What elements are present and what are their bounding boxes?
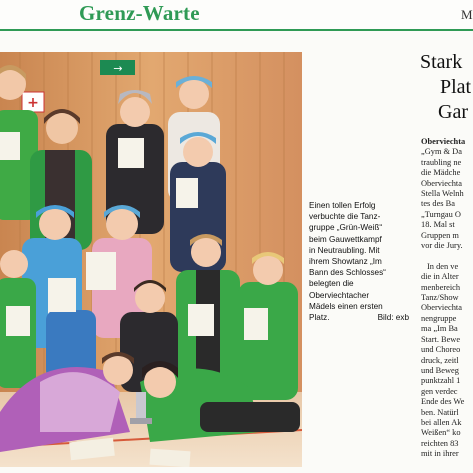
- caption-line: Platz.: [309, 313, 330, 323]
- photo-caption: [309, 200, 409, 323]
- svg-text:→: →: [113, 62, 123, 75]
- caption-line: Einen tollen Erfolg: [309, 201, 376, 210]
- newspaper-title: Grenz-Warte: [79, 1, 200, 25]
- article-line: Oberviechta: [421, 178, 462, 188]
- headline-line: Gar: [438, 101, 468, 123]
- article-line: traubling ne: [421, 157, 462, 167]
- article-line: punktzahl 1: [421, 376, 461, 386]
- article-line: bei allen Ak: [421, 417, 462, 427]
- article-line: Gruppen m: [421, 230, 459, 240]
- caption-line: Bann des Schlosses“: [309, 268, 386, 278]
- photo-credit: Bild: exb: [377, 313, 409, 323]
- article-line: „Gym & Da: [421, 147, 462, 157]
- article-line: In den ve: [427, 261, 459, 271]
- article-line: tes des Ba: [421, 199, 455, 209]
- article-line: 18. Mal st: [421, 220, 455, 230]
- caption-line: belegten die: [309, 279, 354, 289]
- article-line: Oberviechta: [421, 303, 462, 313]
- article-headline: [420, 50, 473, 125]
- svg-text:+: +: [27, 95, 39, 111]
- article-line: druck, zeitl: [421, 355, 459, 365]
- article-line: [421, 251, 473, 261]
- article-line: Oberviechta: [421, 137, 466, 146]
- article-line: mit in ihrer: [421, 449, 459, 459]
- article-line: „Turngau O: [421, 209, 461, 219]
- masthead-rule: [0, 29, 473, 31]
- caption-line: ihrem Showtanz „Im: [309, 257, 382, 267]
- article-line: ben. Natürl: [421, 407, 459, 417]
- article-line: ma „Im Ba: [421, 324, 458, 334]
- article-line: Tanz/Show: [421, 293, 459, 303]
- article-line: und Beweg: [421, 365, 459, 375]
- article-line: menbereich: [421, 282, 461, 292]
- exit-sign: [100, 60, 135, 75]
- caption-line: gruppe „Grün-Weiß“: [309, 223, 383, 233]
- article-line: nengruppe: [421, 313, 457, 323]
- article-line: die Mädche: [421, 168, 461, 178]
- article-body: [421, 137, 473, 460]
- article-line: Ende des We: [421, 397, 465, 407]
- article-line: reichten 83: [421, 438, 459, 448]
- caption-line: Oberviechtacher: [309, 290, 370, 300]
- caption-line: verbuchte die Tanz-: [309, 212, 381, 222]
- headline-line: Plat: [440, 76, 472, 98]
- article-line: Stella Welnh: [421, 189, 464, 199]
- caption-line: beim Gauwettkampf: [309, 234, 382, 244]
- masthead: [0, 0, 473, 30]
- first-aid-sign: [22, 92, 44, 112]
- article-line: und Choreo: [421, 345, 461, 355]
- article-line: vor die Jury.: [421, 241, 463, 251]
- headline-line: Stark: [420, 51, 463, 73]
- group-photo: [0, 52, 302, 467]
- article-line: die in Alter: [421, 272, 459, 282]
- caption-line: Mädels einen ersten: [309, 301, 383, 311]
- caption-line: in Neutraubling. Mit: [309, 245, 380, 255]
- article-line: Start. Bewe: [421, 334, 461, 344]
- article-line: gen verdec: [421, 386, 458, 396]
- masthead-fragment: M: [461, 7, 473, 22]
- article-line: Weißen“ ko: [421, 428, 461, 438]
